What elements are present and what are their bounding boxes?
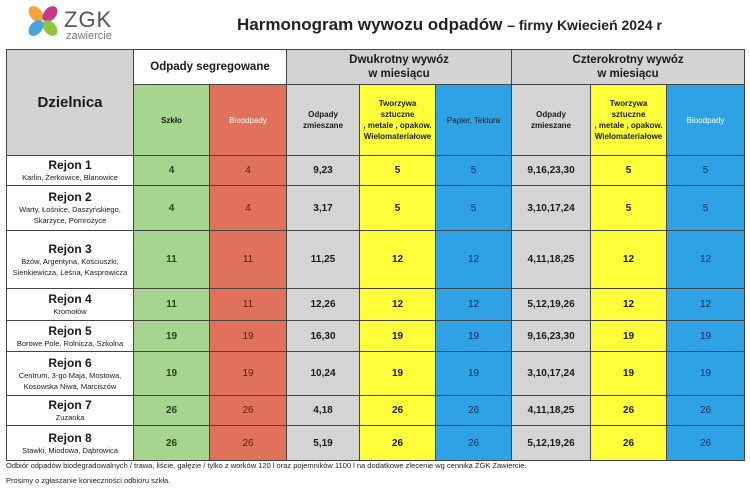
paper-date: 12 <box>436 231 512 289</box>
mixed-dates-4x: 3,10,17,24 <box>512 186 591 231</box>
region-cell <box>7 289 134 321</box>
mixed-dates-4x: 4,11,18,25 <box>512 396 591 426</box>
mixed-dates-4x: 3,10,17,24 <box>512 352 591 396</box>
col-header-mixed: Odpady zmieszane <box>287 85 360 156</box>
plastics-date-4x: 26 <box>591 426 667 461</box>
plastics-date-4x: 19 <box>591 352 667 396</box>
mixed-dates-4x: 4,11,18,25 <box>512 231 591 289</box>
plastics-date-4x: 12 <box>591 289 667 321</box>
col-header-bio: Bioodpady <box>210 85 287 156</box>
bio-date: 11 <box>210 231 287 289</box>
plastics-date-4x: 26 <box>591 396 667 426</box>
region-cell <box>7 352 134 396</box>
table-row <box>7 352 745 396</box>
col-header-paper: Papier, Tektura <box>436 85 512 156</box>
region-name: Rejon 3 <box>48 241 92 256</box>
plastics-date: 12 <box>360 289 436 321</box>
footnote-glass: Prosimy o zgłaszanie konieczności odbioru szkła. <box>6 476 171 485</box>
region-cell <box>7 321 134 352</box>
schedule-table <box>6 49 745 461</box>
bio-date: 4 <box>210 186 287 231</box>
paper-date: 19 <box>436 352 512 396</box>
col-header-plastics-4x: Tworzywa sztuczne , metale , opakow. Wielomateriałowe <box>591 85 667 156</box>
glass-date: 4 <box>134 186 210 231</box>
paper-date: 5 <box>436 186 512 231</box>
glass-date: 26 <box>134 396 210 426</box>
plastics-date: 19 <box>360 352 436 396</box>
paper-date: 5 <box>436 156 512 186</box>
plastics-date: 5 <box>360 186 436 231</box>
plastics-date-4x: 5 <box>591 156 667 186</box>
col-header-mixed-4x: Odpady zmieszane <box>512 85 591 156</box>
paper-date: 12 <box>436 289 512 321</box>
region-name: Rejon 8 <box>48 430 92 445</box>
bio-date: 26 <box>210 426 287 461</box>
mixed-dates: 4,18 <box>287 396 360 426</box>
logo-brand: ZGK <box>64 7 113 32</box>
paper-date: 19 <box>436 321 512 352</box>
bio-date-4x: 12 <box>667 289 745 321</box>
glass-date: 11 <box>134 289 210 321</box>
zgk-logo <box>24 6 134 40</box>
mixed-dates-4x: 5,12,19,26 <box>512 289 591 321</box>
region-streets: Stawki, Miodowa, Dąbrowica <box>22 445 118 455</box>
mixed-dates: 11,25 <box>287 231 360 289</box>
bio-date-4x: 26 <box>667 396 745 426</box>
region-streets: Skarżyce, Pomrożyce <box>33 216 107 225</box>
region-streets: Warty, Łośnice, Daszyńskiego, <box>19 205 121 214</box>
mixed-dates: 12,26 <box>287 289 360 321</box>
glass-date: 4 <box>134 156 210 186</box>
bio-date: 26 <box>210 396 287 426</box>
bio-date-4x: 19 <box>667 321 745 352</box>
mixed-dates: 9,23 <box>287 156 360 186</box>
flower-logo-icon <box>24 6 62 38</box>
page-title <box>237 15 662 35</box>
mixed-dates-4x: 9,16,23,30 <box>512 156 591 186</box>
table-row <box>7 289 745 321</box>
mixed-dates: 5,19 <box>287 426 360 461</box>
region-name: Rejon 5 <box>48 323 92 338</box>
col-header-glass: Szkło <box>134 85 210 156</box>
region-name: Rejon 6 <box>48 355 92 370</box>
region-name: Rejon 7 <box>48 398 92 412</box>
bio-date: 19 <box>210 352 287 396</box>
bio-date: 11 <box>210 289 287 321</box>
table-row <box>7 186 745 231</box>
mixed-dates: 16,30 <box>287 321 360 352</box>
glass-date: 19 <box>134 321 210 352</box>
title-suffix: – firmy Kwiecień 2024 r <box>507 17 663 33</box>
paper-date: 26 <box>436 396 512 426</box>
region-name: Rejon 1 <box>48 158 92 172</box>
col-header-plastics: Tworzywa sztuczne , metale , opakow. Wielomateriałowe <box>360 85 436 156</box>
mixed-dates-4x: 9,16,23,30 <box>512 321 591 352</box>
footnote-bio: Odbiór odpadów biodegradowalnych / trawa, liście, gałęzie / tylko z worków 120 l oraz pojemników 1100 l na dodatkowe zlecenie wg cennika ZGK Zawiercie. <box>6 461 527 470</box>
bio-date-4x: 5 <box>667 186 745 231</box>
region-streets: Kromołów <box>53 307 87 316</box>
bio-date-4x: 19 <box>667 352 745 396</box>
region-streets: Sienkiewicza, Leśna, Kasprowicza <box>12 267 128 277</box>
plastics-date-4x: 5 <box>591 186 667 231</box>
plastics-date-4x: 12 <box>591 231 667 289</box>
bio-date: 19 <box>210 321 287 352</box>
plastics-date: 26 <box>360 396 436 426</box>
region-cell <box>7 231 134 289</box>
glass-date: 11 <box>134 231 210 289</box>
mixed-dates-4x: 5,12,19,26 <box>512 426 591 461</box>
region-streets: Borowe Pole, Rolnicza, Szkolna <box>16 338 124 348</box>
plastics-date-4x: 19 <box>591 321 667 352</box>
title-main: Harmonogram wywozu odpadów <box>237 15 503 34</box>
region-streets: Centrum, 3-go Maja, Mostowa, <box>18 370 122 380</box>
glass-date: 26 <box>134 426 210 461</box>
region-name: Rejon 4 <box>48 292 92 306</box>
region-streets: Zuzanka <box>55 413 85 422</box>
region-streets: Karlin, Żerkowice, Blanowice <box>22 173 118 182</box>
region-streets: Bzów, Argentyna, Kościuszki, <box>21 256 119 266</box>
bio-date-4x: 12 <box>667 231 745 289</box>
header-district: Dzielnica <box>7 50 134 156</box>
plastics-date: 5 <box>360 156 436 186</box>
plastics-date: 26 <box>360 426 436 461</box>
region-cell <box>7 186 134 231</box>
header-twice: Dwukrotny wywóz w miesiącu <box>287 50 512 85</box>
mixed-dates: 10,24 <box>287 352 360 396</box>
header-segregated: Odpady segregowane <box>134 50 287 85</box>
bio-date-4x: 5 <box>667 156 745 186</box>
region-name: Rejon 2 <box>48 190 92 204</box>
logo-subtitle: zawiercie <box>66 30 112 42</box>
paper-date: 26 <box>436 426 512 461</box>
region-streets: Kosowska Niwa, Marciszów <box>23 381 117 391</box>
plastics-date: 12 <box>360 231 436 289</box>
col-header-bio-4x: Bioodpady <box>667 85 745 156</box>
table-row <box>7 231 745 289</box>
table-row <box>7 321 745 352</box>
region-cell <box>7 396 134 426</box>
header-four: Czterokrotny wywóz w miesiącu <box>512 50 745 85</box>
plastics-date: 19 <box>360 321 436 352</box>
glass-date: 19 <box>134 352 210 396</box>
bio-date: 4 <box>210 156 287 186</box>
table-row <box>7 426 745 461</box>
bio-date-4x: 26 <box>667 426 745 461</box>
mixed-dates: 3,17 <box>287 186 360 231</box>
region-cell <box>7 156 134 186</box>
region-cell <box>7 426 134 461</box>
table-row <box>7 156 745 186</box>
table-row <box>7 396 745 426</box>
